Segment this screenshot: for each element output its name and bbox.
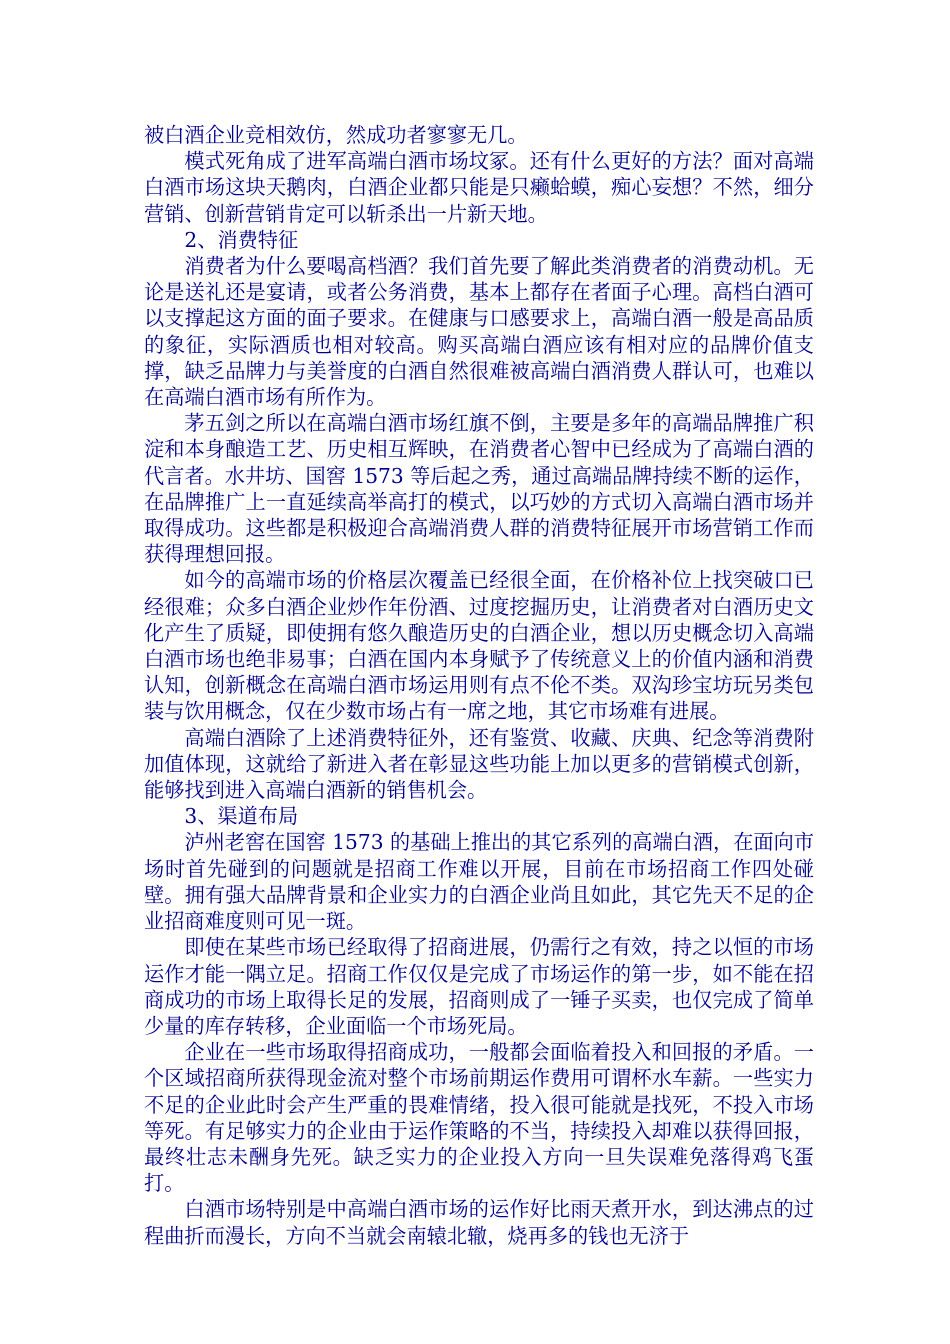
section-heading-channel: 3、渠道布局: [184, 804, 299, 829]
paragraph-investment-return: 企业在一些市场取得招商成功，一般都会面临着投入和回报的矛盾。一个区域招商所获得现金流对整个市场前期运作费用可谓杯水车薪。一些实力不足的企业此时会产生严重的畏难情绪，投入很可能就是找死，不投入市场等死。有足够实力的企业由于运作策略的不当，持续投入却难以获得回报，最终壮志未酬身先死。缺乏实力的企业投入方向一旦失误难免落得鸡飞蛋打。: [144, 1040, 814, 1196]
paragraph-consumer-motive: 消费者为什么要喝高档酒？我们首先要了解此类消费者的消费动机。无论是送礼还是宴请，或者公务消费，基本上都存在者面子心理。高档白酒可以支撑起这方面的面子要求。在健康与口感要求上，高端白酒一般是高品质的象征，实际酒质也相对较高。购买高端白酒应该有相对应的品牌价值支撑，缺乏品牌力与美誉度的白酒自然很难被高端白酒消费人群认可，也难以在高端白酒市场有所作为。: [144, 254, 814, 410]
paragraph-continuation: 被白酒企业竞相效仿，然成功者寥寥无几。: [144, 123, 528, 147]
paragraph-added-value: 高端白酒除了上述消费特征外，还有鉴赏、收藏、庆典、纪念等消费附加值体现，这就给了新进入者在彰显这些功能上加以更多的营销模式创新，能够找到进入高端白酒新的销售机会。: [144, 725, 814, 803]
paragraph-maowujian: 茅五剑之所以在高端白酒市场红旗不倒，主要是多年的高端品牌推广积淀和本身酿造工艺、历史相互辉映，在消费者心智中已经成为了高端白酒的代言者。水井坊、国窖 1573 等后起之秀，通过高端品牌持续不断的运作，在品牌推广上一直延续高举高打的模式，以巧妙的方式切入高端白酒市场并取得成功。这些都是积极迎合高端消费人群的消费特征展开市场营销工作而获得理想回报。: [144, 411, 814, 567]
paragraph-price-coverage: 如今的高端市场的价格层次覆盖已经很全面，在价格补位上找突破口已经很难；众多白酒企业炒作年份酒、过度挖掘历史，让消费者对白酒历史文化产生了质疑，即使拥有悠久酿造历史的白酒企业，想以历史概念切入高端白酒市场也绝非易事；白酒在国内本身赋予了传统意义上的价值内涵和消费认知，创新概念在高端白酒市场运用则有点不伦不类。双沟珍宝坊玩另类包装与饮用概念，仅在少数市场占有一席之地，其它市场难有进展。: [144, 568, 814, 724]
section-heading-consumption: 2、消费特征: [184, 227, 299, 252]
paragraph-mode-deadlock: 模式死角成了进军高端白酒市场坟冢。还有什么更好的方法？面对高端白酒市场这块天鹅肉，白酒企业都只能是只癞蛤蟆，痴心妄想？不然，细分营销、创新营销肯定可以斩杀出一片新天地。: [144, 149, 814, 226]
document-page: [144, 122, 814, 1249]
paragraph-luzhou-laojiao: 泸州老窖在国窖 1573 的基础上推出的其它系列的高端白酒，在面向市场时首先碰到的问题就是招商工作难以开展，目前在市场招商工作四处碰壁。拥有强大品牌背景和企业实力的白酒企业尚且如此，其它先天不足的企业招商难度则可见一斑。: [144, 830, 814, 934]
paragraph-recruitment-progress: 即使在某些市场已经取得了招商进展，仍需行之有效，持之以恒的市场运作才能一隅立足。招商工作仅仅是完成了市场运作的第一步，如不能在招商成功的市场上取得长足的发展，招商则成了一锤子买卖，也仅完成了简单少量的库存转移，企业面临一个市场死局。: [144, 935, 814, 1038]
paragraph-boiling-water: 白酒市场特别是中高端白酒市场的运作好比雨天煮开水，到达沸点的过程曲折而漫长，方向不当就会南辕北辙，烧再多的钱也无济于: [144, 1197, 814, 1248]
